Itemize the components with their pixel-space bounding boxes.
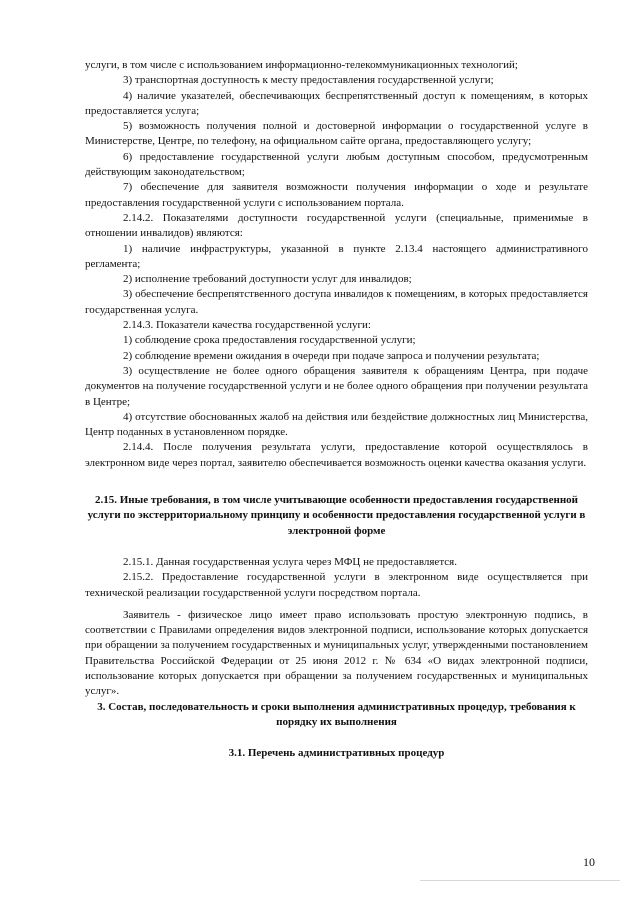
list-item: 3) осуществление не более одного обращения заявителя к обращениям Центра, при подаче документов на получение государственной услуги и не более одного обращения при получении результата в Центре; bbox=[85, 364, 588, 408]
spacer bbox=[85, 730, 588, 746]
list-item: 1) соблюдение срока предоставления государственной услуги; bbox=[123, 334, 416, 347]
list-item: 6) предоставление государственной услуги любым доступным способом, предусмотренным действующим законодательством; bbox=[85, 150, 588, 179]
clause-2-14-4: 2.14.4. После получения результата услуги, предоставление которой осуществлялось в электронном виде через портал, заявителю обеспечивается возможность оценки качества оказания услуги. bbox=[85, 441, 588, 469]
list-item: 3) транспортная доступность к месту предоставления государственной услуги; bbox=[123, 74, 494, 87]
list-item: 2) исполнение требований доступности услуг для инвалидов; bbox=[123, 273, 412, 286]
section-heading-2-15: 2.15. Иные требования, в том числе учитывающие особенности предоставления государственной услуги по экстерриториальному принципу и особенности предоставления государственной услуги в электронной форме bbox=[87, 494, 586, 537]
list-item: 7) обеспечение для заявителя возможности получения информации о ходе и результате предоставления государственной услуги с использованием портала. bbox=[85, 181, 588, 209]
spacer bbox=[85, 601, 588, 608]
document-body bbox=[85, 58, 588, 761]
section-heading-3: 3. Состав, последовательность и сроки выполнения административных процедур, требования к порядку их выполнения bbox=[97, 700, 576, 728]
list-item: 3) обеспечение беспрепятственного доступа инвалидов к помещениям, в которых предоставляется государственная услуга. bbox=[85, 288, 588, 316]
list-item: 2) соблюдение времени ожидания в очереди при подаче запроса и получении результата; bbox=[123, 349, 540, 362]
spacer bbox=[85, 471, 588, 493]
list-item: 1) наличие инфраструктуры, указанной в пункте 2.13.4 настоящего административного регламента; bbox=[85, 242, 588, 270]
scan-edge-divider bbox=[420, 880, 620, 881]
list-item: 4) наличие указателей, обеспечивающих беспрепятственный доступ к помещениям, в которых предоставляется услуга; bbox=[85, 89, 588, 117]
subsection-heading-3-1: 3.1. Перечень административных процедур bbox=[228, 747, 445, 760]
paragraph: услуги, в том числе с использованием информационно-телекоммуникационных технологий; bbox=[85, 59, 518, 71]
list-item: 4) отсутствие обоснованных жалоб на действия или бездействие должностных лиц Министерства, Центр поданных в установленном порядке. bbox=[85, 410, 588, 439]
clause-2-14-2: 2.14.2. Показателями доступности государственной услуги (специальные, применимые в отношении инвалидов) являются: bbox=[85, 211, 588, 240]
clause-2-15-2: 2.15.2. Предоставление государственной услуги в электронном виде осуществляется при технической реализации государственной услуги посредством портала. bbox=[85, 571, 588, 599]
paragraph: Заявитель - физическое лицо имеет право использовать простую электронную подпись, в соответствии с Правилами определения видов электронной подписи, использование которых допускается при обращении за получением государственных и муниципальных услуг, утвержденными постановлением Правительства Российской Федерации от 25 июня 2012 г. № 634 «О видах электронной подписи, использование которых допускается при обращении за получением государственных и муниципальных услуг». bbox=[85, 608, 588, 698]
list-item: 5) возможность получения полной и достоверной информации о государственной услуге в Министерстве, Центре, по телефону, на официальном сайте органа, предоставляющего услугу; bbox=[85, 120, 588, 148]
clause-2-14-3: 2.14.3. Показатели качества государственной услуги: bbox=[123, 319, 371, 332]
clause-2-15-1: 2.15.1. Данная государственная услуга через МФЦ не предоставляется. bbox=[123, 555, 457, 568]
spacer bbox=[85, 539, 588, 555]
page-number: 10 bbox=[583, 855, 595, 869]
